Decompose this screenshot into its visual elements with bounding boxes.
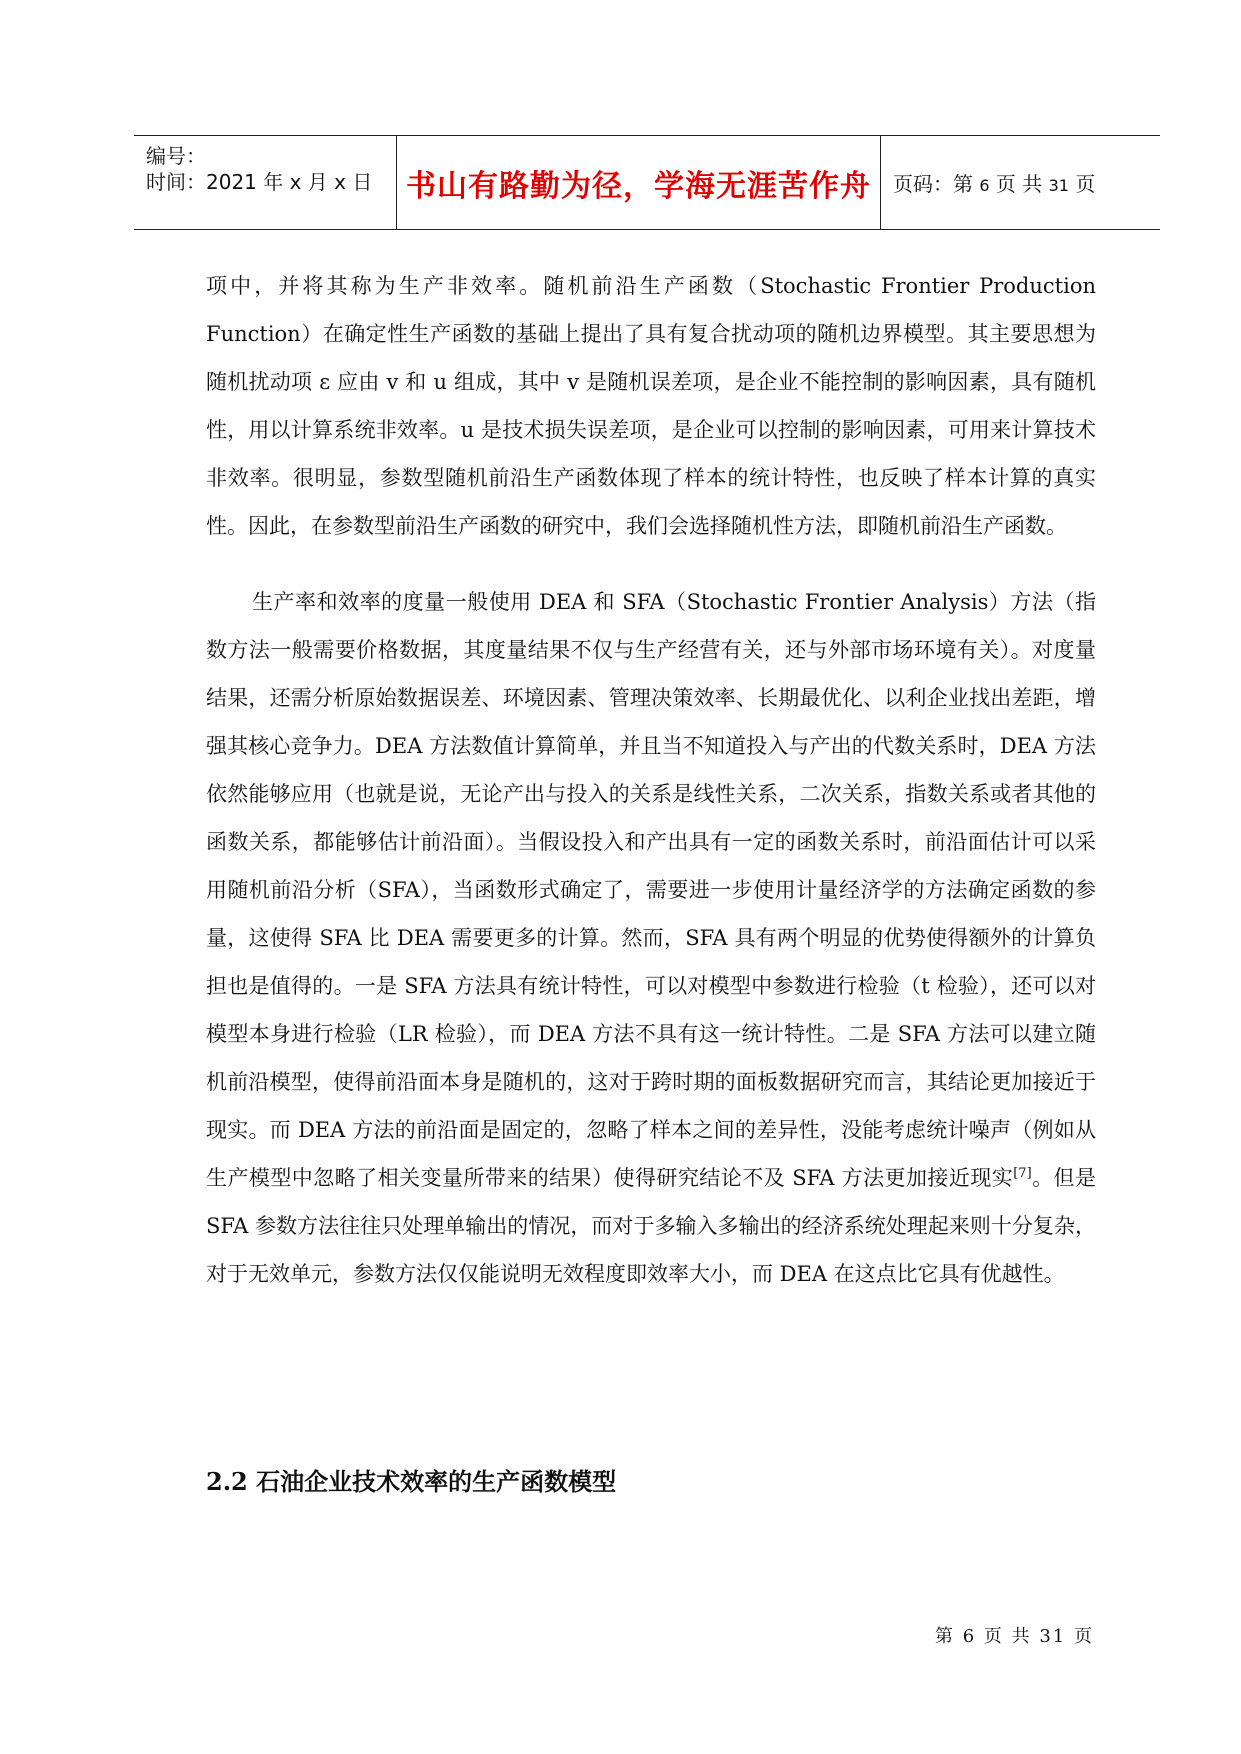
citation-ref: [7] xyxy=(1013,1166,1032,1181)
page-header xyxy=(134,135,1160,230)
section-heading: 2.2 石油企业技术效率的生产函数模型 xyxy=(206,1467,617,1496)
paragraph-2: 生产率和效率的度量一般使用 DEA 和 SFA（Stochastic Frontier Analysis）方法（指数方法一般需要价格数据，其度量结果不仅与生产经营有关，还与外部市场环境有关）。对度量结果，还需分析原始数据误差、环境因素、管理决策效率、长期最优化、以利企业找出差距，增强其核心竞争力。DEA 方法数值计算简单，并且当不知道投入与产出的代数关系时，DEA 方法依然能够应用（也就是说，无论产出与投入的关系是线性关系，二次关系，指数关系或者其他的函数关系，都能够估计前沿面）。当假设投入和产出具有一定的函数关系时，前沿面估计可以采用随机前沿分析（SFA），当函数形式确定了，需要进一步使用计量经济学的方法确定函数的参量，这使得 SFA 比 DEA 需要更多的计算。然而，SFA 具有两个明显的优势使得额外的计算负担也是值得的。一是 SFA 方法具有统计特性，可以对模型中参数进行检验（t 检验），还可以对模型本身进行检验（LR 检验），而 DEA 方法不具有这一统计特性。二是 SFA 方法可以建立随机前沿模型，使得前沿面本身是随机的，这对于跨时期的面板数据研究而言，其结论更加接近于现实。而 DEA 方法的前沿面是固定的，忽略了样本之间的差异性，没能考虑统计噪声（例如从生产模型中忽略了相关变量所带来的结果）使得研究结论不及 SFA 方法更加接近现实[7]。但是 SFA 参数方法往往只处理单输出的情况，而对于多输入多输出的经济系统处理起来则十分复杂，对于无效单元，参数方法仅仅能说明无效程度即效率大小，而 DEA 在这点比它具有优越性。 xyxy=(206,590,1097,1286)
document-number-label: 编号： xyxy=(146,144,206,168)
page-footer: 第 6 页 共 31 页 xyxy=(935,1626,1094,1647)
header-page-number: 6 xyxy=(979,176,990,195)
header-motto-cell xyxy=(397,136,881,229)
header-motto: 书山有路勤为径，学海无涯苦作舟 xyxy=(406,168,871,204)
header-page-cell xyxy=(881,136,1160,229)
header-page-info: 页码：第 6 页 共 31 页 xyxy=(893,172,1096,196)
body-text xyxy=(206,262,1096,1298)
header-meta xyxy=(134,136,397,229)
header-total-pages: 31 xyxy=(1048,176,1069,195)
paragraph-1: 项中，并将其称为生产非效率。随机前沿生产函数（Stochastic Frontier Production Function）在确定性生产函数的基础上提出了具有复合扰动项的随机边界模型。其主要思想为随机扰动项 ε 应由 v 和 u 组成，其中 v 是随机误差项，是企业不能控制的影响因素，具有随机性，用以计算系统非效率。u 是技术损失误差项，是企业可以控制的影响因素，可用来计算技术非效率。很明显，参数型随机前沿生产函数体现了样本的统计特性，也反映了样本计算的真实性。因此，在参数型前沿生产函数的研究中，我们会选择随机性方法，即随机前沿生产函数。 xyxy=(206,274,1096,538)
document-date: 时间：2021 年 x 月 x 日 xyxy=(146,170,373,194)
